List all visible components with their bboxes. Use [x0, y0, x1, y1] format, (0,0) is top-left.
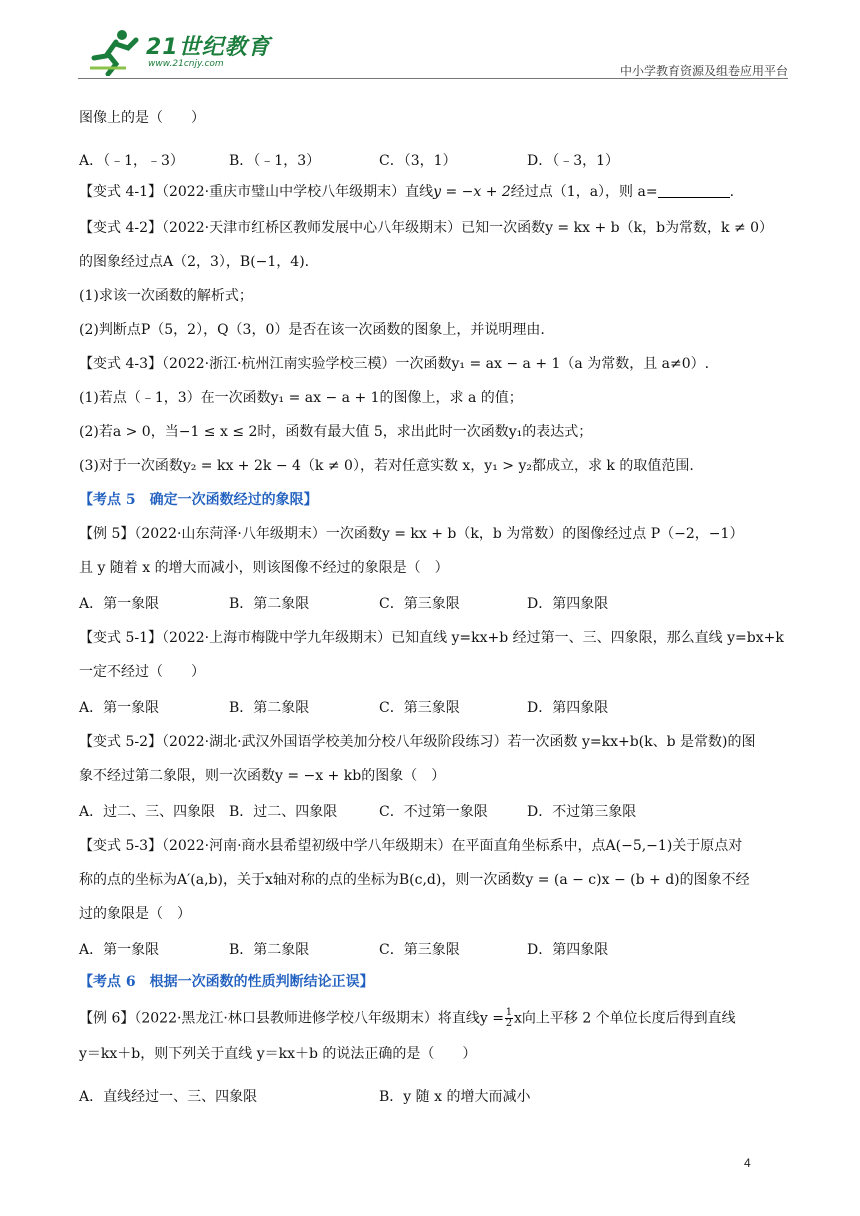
variant-4-3-line1: 【变式 4-3】（2022·浙江·杭州江南实验学校三模）一次函数y₁ = ax − a + 1（a 为常数，且 a≠0）.: [79, 356, 710, 372]
v41-end: .: [729, 184, 735, 200]
variant-5-1-line1: 【变式 5-1】（2022·上海市梅陇中学九年级期末）已知直线 y=kx+b 经过第一、三、四象限，那么直线 y=bx+k: [79, 630, 784, 646]
variant-5-2-line2: 象不经过第二象限，则一次函数y = −x + kb的图象（ ）: [79, 768, 446, 784]
variant-5-3-line3: 过的象限是（ ）: [79, 906, 191, 922]
v51-option-a: A．第一象限: [79, 700, 160, 716]
ex5-option-d: D．第四象限: [527, 596, 609, 612]
runner-logo-icon: [86, 28, 142, 76]
section-heading-5: 【考点 5 确定一次函数经过的象限】: [79, 492, 318, 508]
example-6-line2: y＝kx＋b，则下列关于直线 y＝kx＋b 的说法正确的是（ ）: [79, 1046, 477, 1062]
ex5-option-c: C．第三象限: [379, 596, 460, 612]
variant-5-3-line2: 称的点的坐标为A′(a,b)，关于x轴对称的点的坐标为B(c,d)，则一次函数y = (a − c)x − (b + d)的图象不经: [79, 872, 750, 888]
example-5-line2: 且 y 随着 x 的增大而减小，则该图像不经过的象限是（ ）: [79, 560, 449, 576]
variant-5-2-line1: 【变式 5-2】（2022·湖北·武汉外国语学校美加分校八年级阶段练习）若一次函数 y=kx+b(k、b 是常数)的图: [79, 734, 756, 750]
v52-option-a: A．过二、三、四象限: [79, 804, 216, 820]
ex6-option-b: B．y 随 x 的增大而减小: [379, 1089, 531, 1105]
fraction-numerator: 1: [505, 1007, 513, 1018]
answer-blank: [658, 183, 730, 198]
v53-option-b: B．第二象限: [229, 942, 310, 958]
ex6-suffix: x向上平移 2 个单位长度后得到直线: [513, 1010, 736, 1027]
platform-name: 中小学教育资源及组卷应用平台: [619, 64, 788, 78]
section-heading-6: 【考点 6 根据一次函数的性质判断结论正误】: [79, 974, 374, 990]
option-b: B．（﹣1，3）: [229, 153, 321, 169]
variant-5-1-line2: 一定不经过（ ）: [79, 664, 205, 680]
variant-4-2-line1: 【变式 4-2】（2022·天津市红桥区教师发展中心八年级期末）已知一次函数y = kx + b（k，b为常数，k ≠ 0）: [79, 220, 774, 236]
v52-option-c: C．不过第一象限: [379, 804, 488, 820]
v53-option-c: C．第三象限: [379, 942, 460, 958]
variant-4-3-q3: (3)对于一次函数y₂ = kx + 2k − 4（k ≠ 0），若对任意实数 x，y₁ > y₂都成立，求 k 的取值范围.: [79, 458, 694, 474]
v41-middle: 经过点（1，a），则 a=: [510, 184, 658, 200]
variant-4-3-q1: (1)若点（﹣1，3）在一次函数y₁ = ax − a + 1的图像上，求 a 的值；: [79, 390, 523, 406]
v41-equation: y = −x + 2: [433, 184, 511, 200]
v53-option-d: D．第四象限: [527, 942, 609, 958]
logo-url: www.21cnjy.com: [148, 59, 224, 69]
header-divider: [78, 78, 788, 79]
option-c: C．（3，1）: [379, 153, 457, 169]
v52-option-b: B．过二、四象限: [229, 804, 338, 820]
example-5-line1: 【例 5】（2022·山东菏泽·八年级期末）一次函数y = kx + b（k，b 为常数）的图像经过点 P（−2，−1）: [79, 526, 744, 542]
v41-prefix: 【变式 4-1】（2022·重庆市璧山中学校八年级期末）直线: [79, 184, 434, 200]
fraction-denominator: 2: [505, 1018, 513, 1029]
v53-option-a: A．第一象限: [79, 942, 160, 958]
ex6-option-a: A．直线经过一、三、四象限: [79, 1089, 258, 1105]
variant-4-2-line2: 的图象经过点A（2，3），B(−1，4).: [79, 254, 310, 270]
variant-4-2-q1: (1)求该一次函数的解析式；: [79, 288, 253, 304]
v51-option-b: B．第二象限: [229, 700, 310, 716]
variant-4-3-q2: (2)若a > 0，当−1 ≤ x ≤ 2时，函数有最大值 5，求出此时一次函数y₁的表达式；: [79, 424, 593, 440]
variant-4-2-q2: (2)判断点P（5，2），Q（3，0）是否在该一次函数的图象上，并说明理由.: [79, 322, 545, 338]
ex5-option-b: B．第二象限: [229, 596, 310, 612]
page-header: [78, 22, 788, 80]
question-stem-cont: 图像上的是（ ）: [79, 110, 205, 126]
variant-5-3-line1: 【变式 5-3】（2022·河南·商水县希望初级中学八年级期末）在平面直角坐标系中，点A(−5,−1)关于原点对: [79, 838, 743, 854]
ex5-option-a: A．第一象限: [79, 596, 160, 612]
v51-option-c: C．第三象限: [379, 700, 460, 716]
fraction-one-half: [505, 1008, 513, 1029]
site-logo: [86, 26, 286, 76]
v51-option-d: D．第四象限: [527, 700, 609, 716]
v52-option-d: D．不过第三象限: [527, 804, 637, 820]
option-a: A．（﹣1，﹣3）: [79, 153, 184, 169]
option-d: D．（﹣3，1）: [527, 153, 620, 169]
logo-text: 21世纪教育: [146, 35, 271, 60]
page-number: 4: [744, 1156, 751, 1170]
variant-4-1: [79, 182, 734, 202]
ex6-prefix: 【例 6】（2022·黑龙江·林口县教师进修学校八年级期末）将直线y =: [79, 1010, 504, 1027]
example-6-line1: [79, 1008, 736, 1029]
